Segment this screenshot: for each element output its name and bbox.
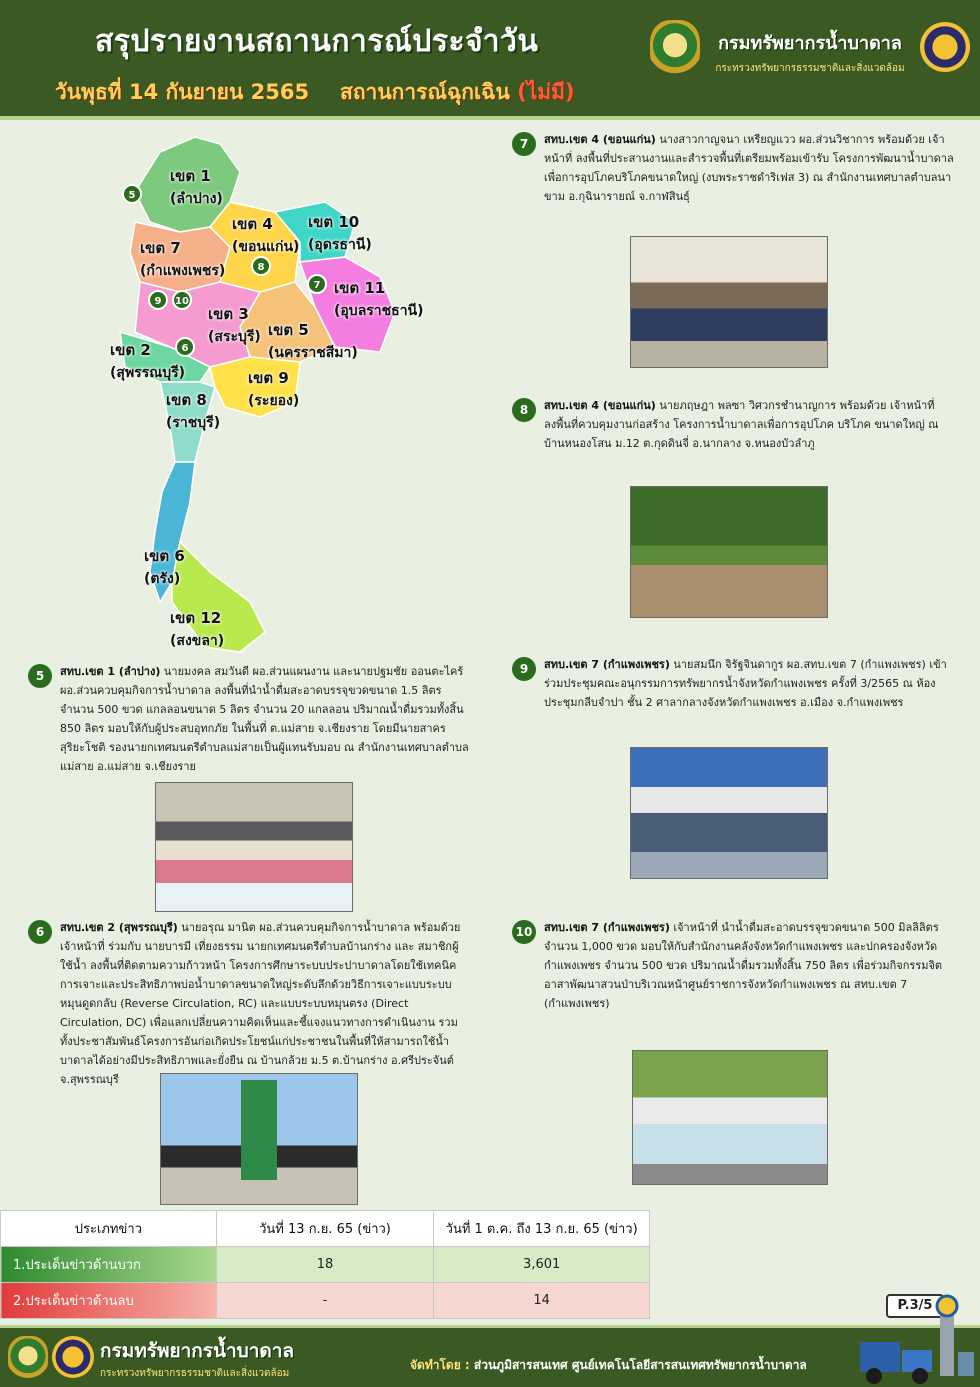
map-label-zone-3: เขต 3 (สระบุรี) [208,305,261,345]
news-item-10 [510,918,960,1013]
map-label-zone-6: เขต 6 (ตรัง) [144,547,185,587]
item-description: เจ้าหน้าที่ นำน้ำดื่มสะอาดบรรจุขวดขนาด 500 มิลลิลิตร จำนวน 1,000 ขวด มอบให้กับสำนักงานคลังจังหวัดกำแพงเพชร และปกครองจังหวัดกำแพงเพชร จำนวน 500 ขวด ปริมาณน้ำดื่มรวมทั้งสิ้น 750 ลิตร เพื่อร่วมกิจกรรมจิตอาสาพัฒนาสวนป่าบริเวณหน้าศูนย์ราชการจังหวัดกำแพงเพชร ณ สทบ.เขต 7 (กำแพงเพชร) [544,921,943,1010]
item-description: นายภฤษฎา พลซา วิศวกรชำนาญการ พร้อมด้วย เจ้าหน้าที่ ลงพื้นที่ควบคุมงานก่อสร้าง โครงการน้ำบาดาลเพื่อการอุปโภค บริโภค ขนาดใหญ่ ณ บ้านหนองโสน ม.12 ต.กุดดินจี่ อ.นากลาง จ.หนองบัวลำภู [544,399,939,450]
map-label-zone-5: เขต 5 (นครราชสีมา) [268,321,358,361]
footer-credit [410,1356,807,1375]
item-body [544,130,960,206]
item-description: นายสมนึก จิรัฐจินดากูร ผอ.สทบ.เขต 7 (กำแพงเพชร) เข้าร่วมประชุมคณะอนุกรรมการทรัพยากรน้ำจังหวัดกำแพงเพชร ครั้งที่ 3/2565 ณ ห้องประชุมกลีบจำปา ชั้น 2 ศาลากลางจังหวัดกำแพงเพชร อ.เมือง จ.กำแพงเพชร [544,658,947,709]
footer-department-emblem-icon [8,1336,48,1380]
item-lead: สทบ.เขต 2 (สุพรรณบุรี) [60,921,178,934]
item-lead: สทบ.เขต 1 (ลำปาง) [60,665,161,678]
map-pin-8: 8 [251,256,271,276]
department-name: กรมทรัพยากรน้ำบาดาล [718,33,902,54]
item-body [544,655,960,712]
table-row-negative [1,1283,650,1319]
item-body [544,918,960,1013]
row-category: 1.ประเด็นข่าวด้านบวก [1,1247,217,1283]
footer-ministry-name: กระทรวงทรัพยากรธรรมชาติและสิ่งแวดล้อม [100,1368,290,1379]
department-block [710,28,910,74]
map-pin-9: 9 [148,290,168,310]
item-description: นายอรุณ มานิต ผอ.ส่วนควบคุมกิจการน้ำบาดาล พร้อมด้วยเจ้าหน้าที่ ร่วมกับ นายบารมี เที่ยงธรรม นายกเทศมนตรีตำบลบ้านกร่าง และ สมาชิกผู้ใช้น้ำ ลงพื้นที่ติดตามความก้าวหน้า โครงการศึกษาระบบประปาบาดาลโดยใช้เทคนิคการเจาะและประสิทธิภาพบ่อน้ำบาดาลขนาดใหญ่ระดับลึกด้วยวิธีการเจาะแบบระบบหมุนดูดกลับ (Reverse Circulation, RC) และแบบระบบหมุนตรง (Direct Circulation, DC) เพื่อแลกเปลี่ยนความคิดเห็นและชี้แจงแนวทางการดำเนินงาน รวมทั้งประชาสัมพันธ์โครงการอันก่อเกิดประโยชน์แก่ประชาชนในพื้นที่ให้สามารถใช้น้ำบาดาลได้อย่างมีประสิทธิภาพและยั่งยืน ณ บ้านกล้วย ม.5 ต.บ้านกร่าง อ.ศรีประจันต์ จ.สุพรรณบุรี [60,921,461,1086]
emergency-status [340,76,575,109]
map-label-zone-4: เขต 4 (ขอนแก่น) [232,215,300,255]
map-label-zone-11: เขต 11 (อุบลราชธานี) [334,279,424,319]
row-category: 2.ประเด็นข่าวด้านลบ [1,1283,217,1319]
news-stats-table [0,1210,650,1319]
photo-water-committee-meeting [630,747,828,879]
item-body [60,662,470,776]
row-total-count: 14 [434,1283,650,1319]
thailand-region-map [100,132,424,662]
ministry-seal-icon [920,22,970,72]
map-pin-5: 5 [122,184,142,204]
page-header [0,0,980,120]
map-label-zone-1: เขต 1 (ลำปาง) [170,167,223,207]
item-number-badge: 5 [28,664,52,688]
photo-water-donation-maesai [155,782,353,912]
report-title: สรุปรายงานสถานการณ์ประจำวัน [95,24,539,59]
credit-text: ส่วนภูมิสารสนเทศ ศูนย์เทคโนโลยีสารสนเทศทรัพยากรน้ำบาดาล [469,1358,807,1372]
item-number-badge: 9 [512,657,536,681]
photo-water-bottles-truck [632,1050,828,1185]
row-total-count: 3,601 [434,1247,650,1283]
footer-ministry-seal-icon [52,1336,94,1378]
map-pin-6: 6 [175,337,195,357]
map-label-zone-2: เขต 2 (สุพรรณบุรี) [110,341,186,381]
drilling-rig-icon [840,1292,980,1387]
map-label-zone-12: เขต 12 (สงขลา) [170,609,225,649]
status-value: (ไม่มี) [517,80,575,104]
item-lead: สทบ.เขต 7 (กำแพงเพชร) [544,921,670,934]
ministry-name: กระทรวงทรัพยากรธรรมชาติและสิ่งแวดล้อม [715,63,905,74]
footer-department-name: กรมทรัพยากรน้ำบาดาล [100,1340,295,1362]
item-description: นางสาวกาญจนา เหรียญแวว ผอ.ส่วนวิชาการ พร้อมด้วย เจ้าหน้าที่ ลงพื้นที่ประสานงานและสำรวจพื้นที่เตรียมพร้อมเข้ารับ โครงการพัฒนาน้ำบาดาลเพื่อการอุปโภคบริโภคขนาดใหญ่ (งบพระราชดำริเฟส 3) ณ สำนักงานเทศบาลตำบลนาขาม อ.กุฉินารายณ์ จ.กาฬสินธุ์ [544,133,954,203]
news-item-7 [510,130,960,206]
header-category: ประเภทข่าว [1,1211,217,1247]
photo-survey-construction [630,486,828,618]
item-body [544,396,960,453]
department-emblem-icon [650,20,700,76]
news-item-8 [510,396,960,453]
map-pin-10: 10 [172,290,192,310]
row-day-count: 18 [216,1247,434,1283]
report-date: วันพุธที่ 14 กันยายน 2565 [55,80,310,104]
page-number: P.3/5 [886,1294,944,1318]
news-item-5 [20,662,470,776]
item-number-badge: 8 [512,398,536,422]
item-lead: สทบ.เขต 4 (ขอนแก่น) [544,399,656,412]
map-label-zone-8: เขต 8 (ราชบุรี) [166,391,221,431]
item-number-badge: 6 [28,920,52,944]
table-row-positive [1,1247,650,1283]
photo-meeting-nakham [630,236,828,368]
item-description: นายมงคล สมวันดี ผอ.ส่วนแผนงาน และนายปฐมชัย ออนตะไคร้ ผอ.ส่วนควบคุมกิจการน้ำบาดาล ลงพื้นที่นำน้ำดื่มสะอาดบรรจุขวดขนาด 1.5 ลิตร จำนวน 500 ขวด แกลลอนขนาด 5 ลิตร จำนวน 20 แกลลอน ปริมาณน้ำดื่มรวมทั้งสิ้น 850 ลิตร มอบให้กับผู้ประสบอุทกภัย ในพื้นที่ ต.แม่สาย จ.เชียงราย โดยมีนายสาคร สุริยะโชติ รองนายกเทศมนตรีตำบลแม่สายเป็นผู้แทนรับมอบ ณ สำนักงานเทศบาลตำบลแม่สาย อ.แม่สาย จ.เชียงราย [60,665,469,773]
photo-water-tower-site [160,1073,358,1205]
header-total: วันที่ 1 ต.ค. ถึง 13 ก.ย. 65 (ข่าว) [434,1211,650,1247]
news-item-6 [20,918,470,1089]
item-lead: สทบ.เขต 4 (ขอนแก่น) [544,133,656,146]
water-tower-shape [241,1080,277,1180]
map-label-zone-10: เขต 10 (อุดรธานี) [308,213,372,253]
row-day-count: - [216,1283,434,1319]
item-lead: สทบ.เขต 7 (กำแพงเพชร) [544,658,670,671]
item-number-badge: 10 [512,920,536,944]
map-label-zone-7: เขต 7 (กำแพงเพชร) [140,239,226,279]
map-label-zone-9: เขต 9 (ระยอง) [248,369,300,409]
status-label: สถานการณ์ฉุกเฉิน [340,80,510,104]
item-number-badge: 7 [512,132,536,156]
map-pin-7: 7 [307,274,327,294]
item-body [60,918,470,1089]
header-day: วันที่ 13 ก.ย. 65 (ข่าว) [216,1211,434,1247]
news-item-9 [510,655,960,712]
page-footer [0,1325,980,1387]
credit-label: จัดทำโดย : [410,1358,470,1372]
table-header-row [1,1211,650,1247]
